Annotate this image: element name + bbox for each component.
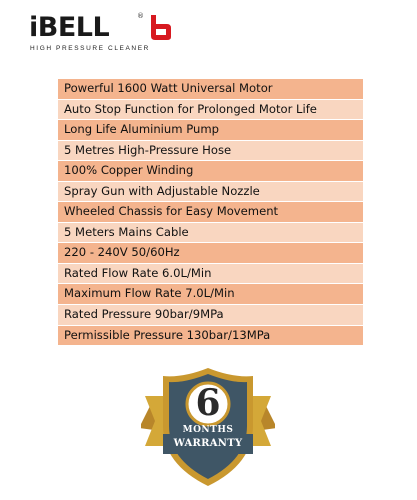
brand-name: iBELL [29,12,110,43]
brand-logo [20,11,210,55]
spec-item: Maximum Flow Rate 7.0L/Min [58,284,363,304]
warranty-badge [141,366,275,490]
spec-item: Powerful 1600 Watt Universal Motor [58,79,363,99]
registered-mark: ® [137,12,144,20]
spec-item: Long Life Aluminium Pump [58,120,363,140]
warranty-label: WARRANTY [173,438,243,449]
spec-item: Spray Gun with Adjustable Nozzle [58,182,363,202]
spec-item: Permissible Pressure 130bar/13MPa [58,326,363,346]
spec-item: Auto Stop Function for Prolonged Motor Life [58,100,363,120]
warranty-months: MONTHS [182,425,234,435]
spec-list [58,79,363,346]
brand-mark-icon [149,14,173,41]
brand-tagline: HIGH PRESSURE CLEANER [30,45,150,52]
spec-item: 5 Metres High-Pressure Hose [58,141,363,161]
warranty-number: 6 [195,382,221,424]
spec-item: 5 Meters Mains Cable [58,223,363,243]
spec-item: Rated Flow Rate 6.0L/Min [58,264,363,284]
spec-item: Wheeled Chassis for Easy Movement [58,202,363,222]
spec-item: Rated Pressure 90bar/9MPa [58,305,363,325]
spec-item: 100% Copper Winding [58,161,363,181]
spec-item: 220 - 240V 50/60Hz [58,243,363,263]
